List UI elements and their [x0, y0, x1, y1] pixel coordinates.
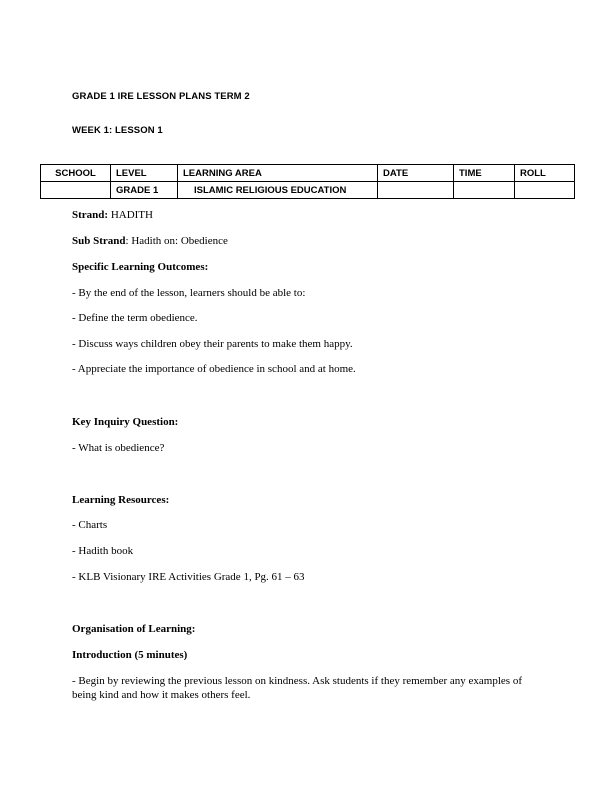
slo-item: - Define the term obedience.: [72, 312, 198, 324]
strand-line: [72, 208, 542, 222]
cell-level: GRADE 1: [111, 182, 178, 199]
cell-school: [41, 182, 111, 199]
header-date: DATE: [378, 165, 454, 182]
strand-label: Strand:: [72, 209, 109, 221]
slo-heading: Specific Learning Outcomes:: [72, 261, 209, 273]
header-school: SCHOOL: [41, 165, 111, 182]
slo-item: - Discuss ways children obey their parents to make them happy.: [72, 338, 353, 350]
header-learning-area: LEARNING AREA: [178, 165, 378, 182]
cell-time: [454, 182, 515, 199]
table-header-row: [41, 165, 575, 182]
cell-learning-area: ISLAMIC RELIGIOUS EDUCATION: [178, 182, 378, 199]
sub-strand-label: Sub Strand: [72, 235, 126, 247]
sub-strand-line: [72, 234, 542, 248]
resources-heading: Learning Resources:: [72, 494, 170, 506]
document-title: GRADE 1 IRE LESSON PLANS TERM 2: [72, 91, 250, 102]
table-data-row: [41, 182, 575, 199]
introduction-text: - Begin by reviewing the previous lesson on kindness. Ask students if they remember any examples of being kind and how it makes others feel.: [72, 675, 522, 701]
header-level: LEVEL: [111, 165, 178, 182]
introduction-heading: Introduction (5 minutes): [72, 649, 188, 661]
slo-item: - By the end of the lesson, learners should be able to:: [72, 287, 306, 299]
cell-date: [378, 182, 454, 199]
lesson-info-table: [40, 164, 575, 199]
resource-item: - Charts: [72, 519, 108, 531]
key-inquiry-item: - What is obedience?: [72, 442, 165, 454]
resource-item: - Hadith book: [72, 545, 134, 557]
header-time: TIME: [454, 165, 515, 182]
strand-value: HADITH: [108, 209, 153, 221]
cell-roll: [515, 182, 575, 199]
week-lesson-heading: WEEK 1: LESSON 1: [72, 125, 163, 136]
header-roll: ROLL: [515, 165, 575, 182]
sub-strand-value: : Hadith on: Obedience: [125, 235, 228, 247]
slo-item: - Appreciate the importance of obedience in school and at home.: [72, 363, 356, 375]
key-inquiry-heading: Key Inquiry Question:: [72, 416, 179, 428]
resource-item: - KLB Visionary IRE Activities Grade 1, Pg. 61 – 63: [72, 571, 305, 583]
organisation-heading: Organisation of Learning:: [72, 623, 196, 635]
